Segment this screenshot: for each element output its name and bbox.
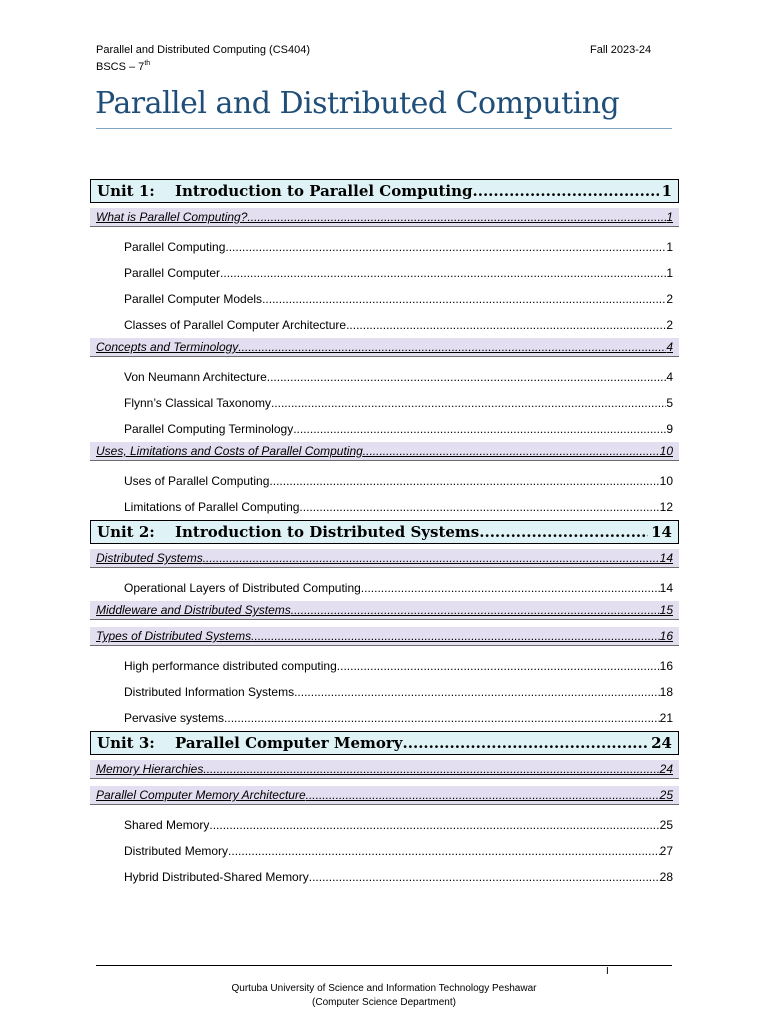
toc-page-number: 21 (659, 711, 673, 725)
toc-item-link[interactable] (90, 286, 679, 312)
toc-page-number: 18 (659, 685, 673, 699)
document-title: Parallel and Distributed Computing (95, 86, 620, 121)
toc-leader-dots (220, 266, 666, 280)
toc-page-number: 12 (659, 500, 673, 514)
toc-page-number: 16 (659, 629, 673, 643)
toc-leader-dots (299, 500, 659, 514)
toc-page-number: 14 (659, 551, 673, 565)
toc-leader-dots (337, 659, 660, 673)
toc-page-number: 27 (659, 844, 673, 858)
toc-item-link[interactable] (90, 390, 679, 416)
toc-entry-title: Von Neumann Architecture (124, 370, 267, 384)
page-footer (96, 982, 672, 1010)
toc-page-number: 24 (659, 762, 673, 776)
toc-leader-dots (262, 292, 666, 306)
toc-item-link[interactable] (90, 260, 679, 286)
toc-item-link[interactable] (90, 468, 679, 494)
toc-item-link[interactable] (90, 812, 679, 838)
toc-leader-dots (251, 628, 659, 645)
page-number: I (606, 966, 609, 977)
toc-page-number: 4 (666, 340, 673, 354)
toc-entry-title: Concepts and Terminology (96, 340, 239, 354)
toc-leader-dots (473, 182, 659, 200)
toc-entry-title: Parallel Computer Memory Architecture (96, 788, 306, 802)
toc-leader-dots (293, 422, 666, 436)
toc-leader-dots (203, 761, 659, 778)
toc-leader-dots (224, 711, 660, 725)
toc-unit-number: Unit 2: (97, 523, 155, 541)
term-label: Fall 2023-24 (590, 44, 652, 56)
toc-leader-dots (209, 818, 659, 832)
toc-unit-number: Unit 3: (97, 734, 155, 752)
toc-entry-title: Uses of Parallel Computing (124, 474, 270, 488)
toc-entry-title: Parallel Computer Models (124, 292, 263, 306)
footer-rule (96, 965, 672, 966)
toc-entry-title: Uses, Limitations and Costs of Parallel Computing (96, 444, 363, 458)
toc-entry-title: Types of Distributed Systems (96, 629, 252, 643)
toc-section-link[interactable] (90, 338, 679, 357)
toc-entry-title: Parallel Computer Memory (175, 734, 403, 752)
toc-leader-dots (309, 870, 660, 884)
toc-entry-title: Distributed Information Systems (124, 685, 295, 699)
toc-leader-dots (238, 339, 666, 356)
running-header (96, 44, 310, 74)
class-prefix: BSCS – 7 (96, 61, 145, 73)
toc-page-number: 1 (666, 240, 673, 254)
toc-item-link[interactable] (90, 838, 679, 864)
toc-item-link[interactable] (90, 864, 679, 890)
toc-leader-dots (346, 318, 666, 332)
toc-page-number: 14 (651, 523, 672, 541)
toc-entry-title: Hybrid Distributed-Shared Memory (124, 870, 309, 884)
toc-page-number: 4 (666, 370, 673, 384)
toc-unit-heading[interactable] (90, 520, 679, 544)
toc-section-link[interactable] (90, 601, 679, 620)
toc-page-number: 10 (659, 444, 673, 458)
toc-entry-title: Shared Memory (124, 818, 210, 832)
toc-page-number: 9 (666, 422, 673, 436)
toc-leader-dots (403, 734, 649, 752)
toc-leader-dots (225, 240, 666, 254)
toc-item-link[interactable] (90, 494, 679, 520)
toc-leader-dots (203, 550, 660, 567)
toc-entry-title: Operational Layers of Distributed Computing (124, 581, 361, 595)
toc-entry-title: Distributed Memory (124, 844, 229, 858)
toc-unit-heading[interactable] (90, 179, 679, 203)
toc-item-link[interactable] (90, 312, 679, 338)
toc-entry-title: Parallel Computer (124, 266, 221, 280)
toc-entry-title: Introduction to Parallel Computing (175, 182, 473, 200)
toc-leader-dots (479, 523, 648, 541)
toc-leader-dots (271, 396, 666, 410)
toc-page-number: 2 (666, 292, 673, 306)
toc-page-number: 24 (651, 734, 672, 752)
title-underline (96, 128, 672, 129)
toc-leader-dots (361, 581, 660, 595)
toc-leader-dots (247, 209, 666, 226)
toc-entry-title: Introduction to Distributed Systems (175, 523, 480, 541)
toc-page-number: 10 (659, 474, 673, 488)
toc-section-link[interactable] (90, 786, 679, 805)
toc-page-number: 16 (659, 659, 673, 673)
toc-page-number: 5 (666, 396, 673, 410)
toc-entry-title: Classes of Parallel Computer Architecture (124, 318, 347, 332)
toc-entry-title: Distributed Systems (96, 551, 203, 565)
toc-page-number: 25 (659, 818, 673, 832)
toc-leader-dots (291, 602, 660, 619)
class-suffix: th (144, 60, 151, 67)
toc-leader-dots (269, 474, 659, 488)
toc-leader-dots (306, 787, 660, 804)
toc-entry-title: Limitations of Parallel Computing (124, 500, 300, 514)
toc-section-link[interactable] (90, 549, 679, 568)
toc-leader-dots (228, 844, 660, 858)
toc-entry-title: Parallel Computing (124, 240, 226, 254)
toc-entry-title: Flynn’s Classical Taxonomy (124, 396, 271, 410)
course-name: Parallel and Distributed Computing (CS404) (96, 44, 310, 56)
toc-page-number: 25 (659, 788, 673, 802)
toc-leader-dots (363, 443, 660, 460)
toc-page-number: 2 (666, 318, 673, 332)
toc-item-link[interactable] (90, 705, 679, 731)
class-label (96, 57, 310, 74)
footer-department: (Computer Science Department) (312, 997, 456, 1008)
toc-leader-dots (267, 370, 667, 384)
toc-page-number: 1 (661, 182, 672, 200)
toc-entry-title: Memory Hierarchies (96, 762, 204, 776)
toc-page-number: 14 (659, 581, 673, 595)
toc-entry-title: What is Parallel Computing? (96, 210, 248, 224)
toc-section-link[interactable] (90, 627, 679, 646)
toc-entry-title: Parallel Computing Terminology (124, 422, 294, 436)
table-of-contents (90, 179, 679, 890)
toc-item-link[interactable] (90, 653, 679, 679)
toc-item-link[interactable] (90, 416, 679, 442)
toc-section-link[interactable] (90, 442, 679, 461)
toc-item-link[interactable] (90, 364, 679, 390)
toc-item-link[interactable] (90, 575, 679, 601)
toc-page-number: 1 (666, 210, 673, 224)
toc-section-link[interactable] (90, 760, 679, 779)
toc-entry-title: Pervasive systems (124, 711, 225, 725)
toc-page-number: 1 (666, 266, 673, 280)
footer-university: Qurtuba University of Science and Information Technology Peshawar (231, 983, 537, 994)
toc-entry-title: High performance distributed computing (124, 659, 337, 673)
toc-leader-dots (294, 685, 660, 699)
toc-unit-heading[interactable] (90, 731, 679, 755)
toc-item-link[interactable] (90, 679, 679, 705)
toc-section-link[interactable] (90, 208, 679, 227)
toc-entry-title: Middleware and Distributed Systems (96, 603, 291, 617)
toc-unit-number: Unit 1: (97, 182, 155, 200)
toc-item-link[interactable] (90, 234, 679, 260)
toc-page-number: 15 (659, 603, 673, 617)
toc-page-number: 28 (659, 870, 673, 884)
